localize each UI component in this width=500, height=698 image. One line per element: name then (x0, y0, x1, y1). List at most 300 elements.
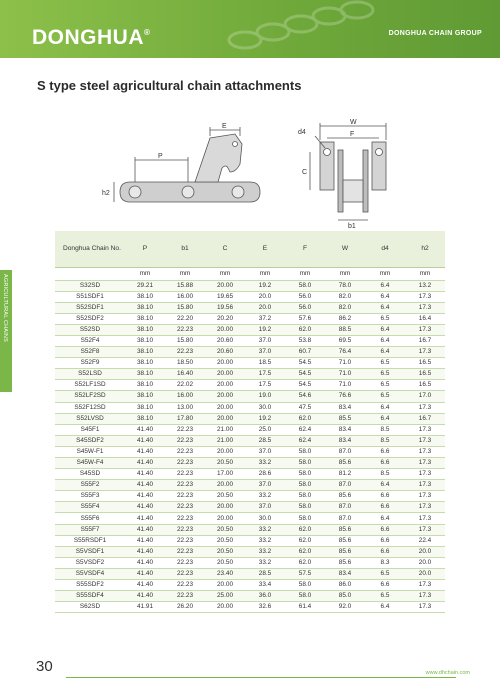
value-cell: 16.4 (405, 313, 445, 324)
value-cell: 33.4 (245, 580, 285, 591)
value-cell: 17.3 (405, 480, 445, 491)
table-row (55, 469, 445, 480)
value-cell: 71.0 (325, 369, 365, 380)
value-cell: 85.6 (325, 524, 365, 535)
value-cell: 20.00 (205, 280, 245, 291)
value-cell: 17.3 (405, 524, 445, 535)
value-cell: 20.00 (205, 413, 245, 424)
dim-label-b1: b1 (348, 223, 356, 230)
value-cell: 41.40 (125, 469, 165, 480)
dim-label-p: P (158, 153, 163, 160)
chain-number-cell: S55F4 (55, 502, 125, 513)
value-cell: 16.00 (165, 291, 205, 302)
value-cell: 41.40 (125, 502, 165, 513)
value-cell: 41.40 (125, 557, 165, 568)
value-cell: 22.4 (405, 535, 445, 546)
chain-decoration-icon (225, 0, 385, 58)
value-cell: 22.23 (165, 502, 205, 513)
value-cell: 17.3 (405, 291, 445, 302)
table-row (55, 568, 445, 579)
value-cell: 22.02 (165, 380, 205, 391)
value-cell: 58.0 (285, 591, 325, 602)
value-cell: 20.50 (205, 491, 245, 502)
value-cell: 56.0 (285, 302, 325, 313)
value-cell: 83.4 (325, 402, 365, 413)
footer-divider (66, 677, 456, 678)
table-row (55, 313, 445, 324)
value-cell: 36.0 (245, 591, 285, 602)
value-cell: 20.60 (205, 347, 245, 358)
chain-number-cell: S52LVSD (55, 413, 125, 424)
value-cell: 17.3 (405, 591, 445, 602)
value-cell: 33.2 (245, 557, 285, 568)
value-cell: 87.0 (325, 446, 365, 457)
table-row (55, 535, 445, 546)
value-cell: 17.3 (405, 347, 445, 358)
value-cell: 71.0 (325, 380, 365, 391)
value-cell: 6.6 (365, 535, 405, 546)
chain-number-cell: S52F8 (55, 347, 125, 358)
value-cell: 62.4 (285, 424, 325, 435)
value-cell: 38.10 (125, 347, 165, 358)
value-cell: 58.0 (285, 513, 325, 524)
value-cell: 86.0 (325, 580, 365, 591)
value-cell: 32.6 (245, 602, 285, 613)
table-row (55, 435, 445, 446)
value-cell: 6.6 (365, 546, 405, 557)
value-cell: 38.10 (125, 313, 165, 324)
value-cell: 58.0 (285, 469, 325, 480)
value-cell: 86.2 (325, 313, 365, 324)
value-cell: 20.0 (245, 302, 285, 313)
value-cell: 41.40 (125, 424, 165, 435)
dim-label-w: W (350, 119, 357, 126)
column-header: E (245, 231, 285, 267)
value-cell: 83.4 (325, 424, 365, 435)
value-cell: 22.23 (165, 347, 205, 358)
value-cell: 20.50 (205, 524, 245, 535)
value-cell: 38.10 (125, 302, 165, 313)
chain-number-cell: S5VSDF1 (55, 546, 125, 557)
column-header: P (125, 231, 165, 267)
value-cell: 20.20 (205, 313, 245, 324)
chain-number-cell: S62SD (55, 602, 125, 613)
value-cell: 22.23 (165, 435, 205, 446)
value-cell: 23.40 (205, 568, 245, 579)
value-cell: 22.23 (165, 580, 205, 591)
column-header: d4 (365, 231, 405, 267)
value-cell: 18.5 (245, 358, 285, 369)
value-cell: 85.5 (325, 413, 365, 424)
dim-label-f: F (350, 131, 355, 138)
value-cell: 41.40 (125, 491, 165, 502)
table-row (55, 491, 445, 502)
value-cell: 76.4 (325, 347, 365, 358)
value-cell: 6.4 (365, 291, 405, 302)
table-row (55, 347, 445, 358)
value-cell: 33.2 (245, 491, 285, 502)
value-cell: 58.0 (285, 480, 325, 491)
value-cell: 6.5 (365, 391, 405, 402)
value-cell: 6.4 (365, 480, 405, 491)
value-cell: 19.2 (245, 324, 285, 335)
value-cell: 37.2 (245, 313, 285, 324)
value-cell: 22.23 (165, 535, 205, 546)
value-cell: 41.40 (125, 591, 165, 602)
table-row (55, 424, 445, 435)
chain-number-cell: S52F12SD (55, 402, 125, 413)
page-number: 30 (36, 658, 53, 675)
value-cell: 62.0 (285, 557, 325, 568)
dim-label-e: E (222, 123, 227, 130)
value-cell: 20.50 (205, 458, 245, 469)
value-cell: 17.3 (405, 324, 445, 335)
value-cell: 62.0 (285, 524, 325, 535)
value-cell: 17.3 (405, 446, 445, 457)
value-cell: 41.40 (125, 458, 165, 469)
value-cell: 6.4 (365, 324, 405, 335)
chain-number-cell: S51SDF1 (55, 291, 125, 302)
value-cell: 20.0 (245, 291, 285, 302)
value-cell: 22.23 (165, 513, 205, 524)
table-row (55, 602, 445, 613)
chain-number-cell: S55SDF4 (55, 591, 125, 602)
value-cell: 20.0 (405, 546, 445, 557)
value-cell: 38.10 (125, 380, 165, 391)
chain-number-cell: S52LF1SD (55, 380, 125, 391)
brand-logo: DONGHUA® (32, 26, 151, 49)
value-cell: 20.50 (205, 546, 245, 557)
column-header: F (285, 231, 325, 267)
table-row (55, 480, 445, 491)
attachment-drawing (102, 119, 410, 230)
value-cell: 22.23 (165, 469, 205, 480)
value-cell: 8.5 (365, 435, 405, 446)
value-cell: 15.80 (165, 335, 205, 346)
value-cell: 17.3 (405, 502, 445, 513)
value-cell: 58.0 (285, 580, 325, 591)
value-cell: 38.10 (125, 369, 165, 380)
value-cell: 33.2 (245, 546, 285, 557)
value-cell: 17.3 (405, 302, 445, 313)
value-cell: 28.5 (245, 435, 285, 446)
value-cell: 8.3 (365, 557, 405, 568)
value-cell: 83.4 (325, 435, 365, 446)
value-cell: 6.4 (365, 413, 405, 424)
unit-cell: mm (285, 267, 325, 280)
value-cell: 22.23 (165, 546, 205, 557)
chain-number-cell: S55F3 (55, 491, 125, 502)
value-cell: 62.0 (285, 413, 325, 424)
value-cell: 22.23 (165, 524, 205, 535)
value-cell: 20.00 (205, 324, 245, 335)
value-cell: 60.7 (285, 347, 325, 358)
side-tab-label: AGRICULTURAL CHAINS (2, 274, 8, 342)
value-cell: 22.23 (165, 324, 205, 335)
value-cell: 62.0 (285, 546, 325, 557)
value-cell: 58.0 (285, 280, 325, 291)
value-cell: 21.00 (205, 435, 245, 446)
value-cell: 37.0 (245, 347, 285, 358)
value-cell: 58.0 (285, 446, 325, 457)
chain-number-cell: S55F7 (55, 524, 125, 535)
units-row (55, 267, 445, 280)
value-cell: 16.40 (165, 369, 205, 380)
value-cell: 82.0 (325, 302, 365, 313)
unit-cell: mm (365, 267, 405, 280)
value-cell: 6.4 (365, 335, 405, 346)
column-header: h2 (405, 231, 445, 267)
unit-cell: mm (245, 267, 285, 280)
value-cell: 54.6 (285, 391, 325, 402)
table-row (55, 324, 445, 335)
value-cell: 47.5 (285, 402, 325, 413)
value-cell: 20.50 (205, 535, 245, 546)
value-cell: 28.6 (245, 469, 285, 480)
value-cell: 20.00 (205, 380, 245, 391)
value-cell: 85.6 (325, 546, 365, 557)
value-cell: 78.0 (325, 280, 365, 291)
value-cell: 6.4 (365, 280, 405, 291)
value-cell: 21.00 (205, 424, 245, 435)
value-cell: 19.0 (245, 391, 285, 402)
value-cell: 38.10 (125, 324, 165, 335)
value-cell: 87.0 (325, 502, 365, 513)
value-cell: 20.00 (205, 480, 245, 491)
value-cell: 20.0 (405, 568, 445, 579)
table-row (55, 580, 445, 591)
value-cell: 6.6 (365, 491, 405, 502)
table-row (55, 402, 445, 413)
value-cell: 53.8 (285, 335, 325, 346)
value-cell: 17.00 (205, 469, 245, 480)
value-cell: 6.6 (365, 502, 405, 513)
value-cell: 22.23 (165, 458, 205, 469)
value-cell: 25.00 (205, 591, 245, 602)
value-cell: 71.0 (325, 358, 365, 369)
value-cell: 20.00 (205, 602, 245, 613)
value-cell: 26.20 (165, 602, 205, 613)
column-header: b1 (165, 231, 205, 267)
value-cell: 28.5 (245, 568, 285, 579)
chain-number-cell: S55F6 (55, 513, 125, 524)
value-cell: 17.3 (405, 491, 445, 502)
value-cell: 6.5 (365, 369, 405, 380)
value-cell: 62.0 (285, 535, 325, 546)
chain-number-cell: S45W-F4 (55, 458, 125, 469)
value-cell: 38.10 (125, 358, 165, 369)
value-cell: 58.0 (285, 491, 325, 502)
header-banner (0, 0, 500, 58)
unit-cell: mm (165, 267, 205, 280)
table-row (55, 546, 445, 557)
value-cell: 17.0 (405, 391, 445, 402)
value-cell: 22.23 (165, 480, 205, 491)
value-cell: 85.6 (325, 458, 365, 469)
value-cell: 6.4 (365, 302, 405, 313)
side-tab (0, 270, 12, 392)
value-cell: 38.10 (125, 413, 165, 424)
chain-number-cell: S52SDF2 (55, 313, 125, 324)
unit-cell (55, 267, 125, 280)
chain-number-cell: S5VSDF2 (55, 557, 125, 568)
value-cell: 20.00 (205, 369, 245, 380)
value-cell: 38.10 (125, 402, 165, 413)
value-cell: 6.5 (365, 313, 405, 324)
value-cell: 20.00 (205, 446, 245, 457)
column-header: Donghua Chain No. (55, 231, 125, 267)
value-cell: 41.40 (125, 535, 165, 546)
dim-label-d4: d4 (298, 129, 306, 136)
table-row (55, 369, 445, 380)
value-cell: 16.00 (165, 391, 205, 402)
value-cell: 6.6 (365, 446, 405, 457)
specification-table (55, 231, 445, 613)
value-cell: 16.5 (405, 369, 445, 380)
chain-number-cell: S52LF2SD (55, 391, 125, 402)
value-cell: 22.23 (165, 491, 205, 502)
value-cell: 30.0 (245, 402, 285, 413)
value-cell: 22.23 (165, 591, 205, 602)
value-cell: 22.23 (165, 424, 205, 435)
unit-cell: mm (405, 267, 445, 280)
value-cell: 33.2 (245, 535, 285, 546)
unit-cell: mm (205, 267, 245, 280)
value-cell: 20.00 (205, 513, 245, 524)
page-title: S type steel agricultural chain attachments (37, 78, 302, 93)
value-cell: 6.6 (365, 458, 405, 469)
table-row (55, 291, 445, 302)
table-row (55, 513, 445, 524)
value-cell: 76.6 (325, 391, 365, 402)
value-cell: 92.0 (325, 602, 365, 613)
value-cell: 20.00 (205, 502, 245, 513)
value-cell: 38.10 (125, 391, 165, 402)
value-cell: 38.10 (125, 291, 165, 302)
value-cell: 69.5 (325, 335, 365, 346)
chain-number-cell: S45SD (55, 469, 125, 480)
dim-label-h2: h2 (102, 190, 110, 197)
dim-label-c: C (302, 169, 308, 176)
value-cell: 37.0 (245, 480, 285, 491)
chain-number-cell: S32SD (55, 280, 125, 291)
value-cell: 17.5 (245, 369, 285, 380)
chain-number-cell: S5VSDF4 (55, 568, 125, 579)
value-cell: 17.3 (405, 602, 445, 613)
value-cell: 20.00 (205, 391, 245, 402)
value-cell: 87.0 (325, 480, 365, 491)
value-cell: 16.5 (405, 380, 445, 391)
chain-number-cell: S52F4 (55, 335, 125, 346)
table-row (55, 591, 445, 602)
value-cell: 6.5 (365, 358, 405, 369)
table-row (55, 446, 445, 457)
value-cell: 13.00 (165, 402, 205, 413)
value-cell: 19.65 (205, 291, 245, 302)
chain-number-cell: S52SDF1 (55, 302, 125, 313)
value-cell: 62.4 (285, 435, 325, 446)
value-cell: 15.80 (165, 302, 205, 313)
value-cell: 16.7 (405, 335, 445, 346)
value-cell: 61.4 (285, 602, 325, 613)
value-cell: 41.40 (125, 568, 165, 579)
value-cell: 30.0 (245, 513, 285, 524)
table-row (55, 391, 445, 402)
value-cell: 85.6 (325, 491, 365, 502)
value-cell: 85.6 (325, 535, 365, 546)
value-cell: 85.6 (325, 557, 365, 568)
value-cell: 6.6 (365, 580, 405, 591)
chain-number-cell: S45SDF2 (55, 435, 125, 446)
value-cell: 20.60 (205, 335, 245, 346)
value-cell: 20.00 (205, 358, 245, 369)
value-cell: 85.0 (325, 591, 365, 602)
column-header: W (325, 231, 365, 267)
table-row (55, 524, 445, 535)
chain-number-cell: S52LSD (55, 369, 125, 380)
value-cell: 25.0 (245, 424, 285, 435)
value-cell: 17.3 (405, 424, 445, 435)
value-cell: 6.5 (365, 568, 405, 579)
value-cell: 57.5 (285, 568, 325, 579)
value-cell: 82.0 (325, 291, 365, 302)
chain-number-cell: S45F1 (55, 424, 125, 435)
value-cell: 41.40 (125, 580, 165, 591)
value-cell: 54.5 (285, 380, 325, 391)
table-row (55, 502, 445, 513)
value-cell: 17.3 (405, 469, 445, 480)
table-row (55, 302, 445, 313)
footer-url: www.dhchain.com (425, 670, 470, 676)
value-cell: 88.5 (325, 324, 365, 335)
chain-number-cell: S52SD (55, 324, 125, 335)
chain-number-cell: S55SDF2 (55, 580, 125, 591)
value-cell: 19.2 (245, 280, 285, 291)
value-cell: 17.3 (405, 402, 445, 413)
value-cell: 38.10 (125, 335, 165, 346)
value-cell: 33.2 (245, 524, 285, 535)
value-cell: 18.50 (165, 358, 205, 369)
header-group-name: DONGHUA CHAIN GROUP (388, 30, 482, 37)
value-cell: 6.5 (365, 380, 405, 391)
value-cell: 6.4 (365, 513, 405, 524)
value-cell: 6.5 (365, 591, 405, 602)
value-cell: 58.0 (285, 502, 325, 513)
value-cell: 41.40 (125, 435, 165, 446)
value-cell: 54.5 (285, 358, 325, 369)
chain-number-cell: S52F9 (55, 358, 125, 369)
value-cell: 8.5 (365, 424, 405, 435)
value-cell: 17.3 (405, 435, 445, 446)
value-cell: 22.23 (165, 446, 205, 457)
value-cell: 16.7 (405, 413, 445, 424)
value-cell: 58.0 (285, 458, 325, 469)
value-cell: 8.5 (365, 469, 405, 480)
value-cell: 41.40 (125, 480, 165, 491)
unit-cell: mm (125, 267, 165, 280)
value-cell: 20.00 (205, 402, 245, 413)
unit-cell: mm (325, 267, 365, 280)
value-cell: 37.0 (245, 335, 285, 346)
value-cell: 16.5 (405, 358, 445, 369)
value-cell: 41.40 (125, 513, 165, 524)
value-cell: 22.20 (165, 313, 205, 324)
value-cell: 41.40 (125, 446, 165, 457)
value-cell: 22.23 (165, 568, 205, 579)
value-cell: 62.0 (285, 324, 325, 335)
table-row (55, 280, 445, 291)
table-row (55, 380, 445, 391)
